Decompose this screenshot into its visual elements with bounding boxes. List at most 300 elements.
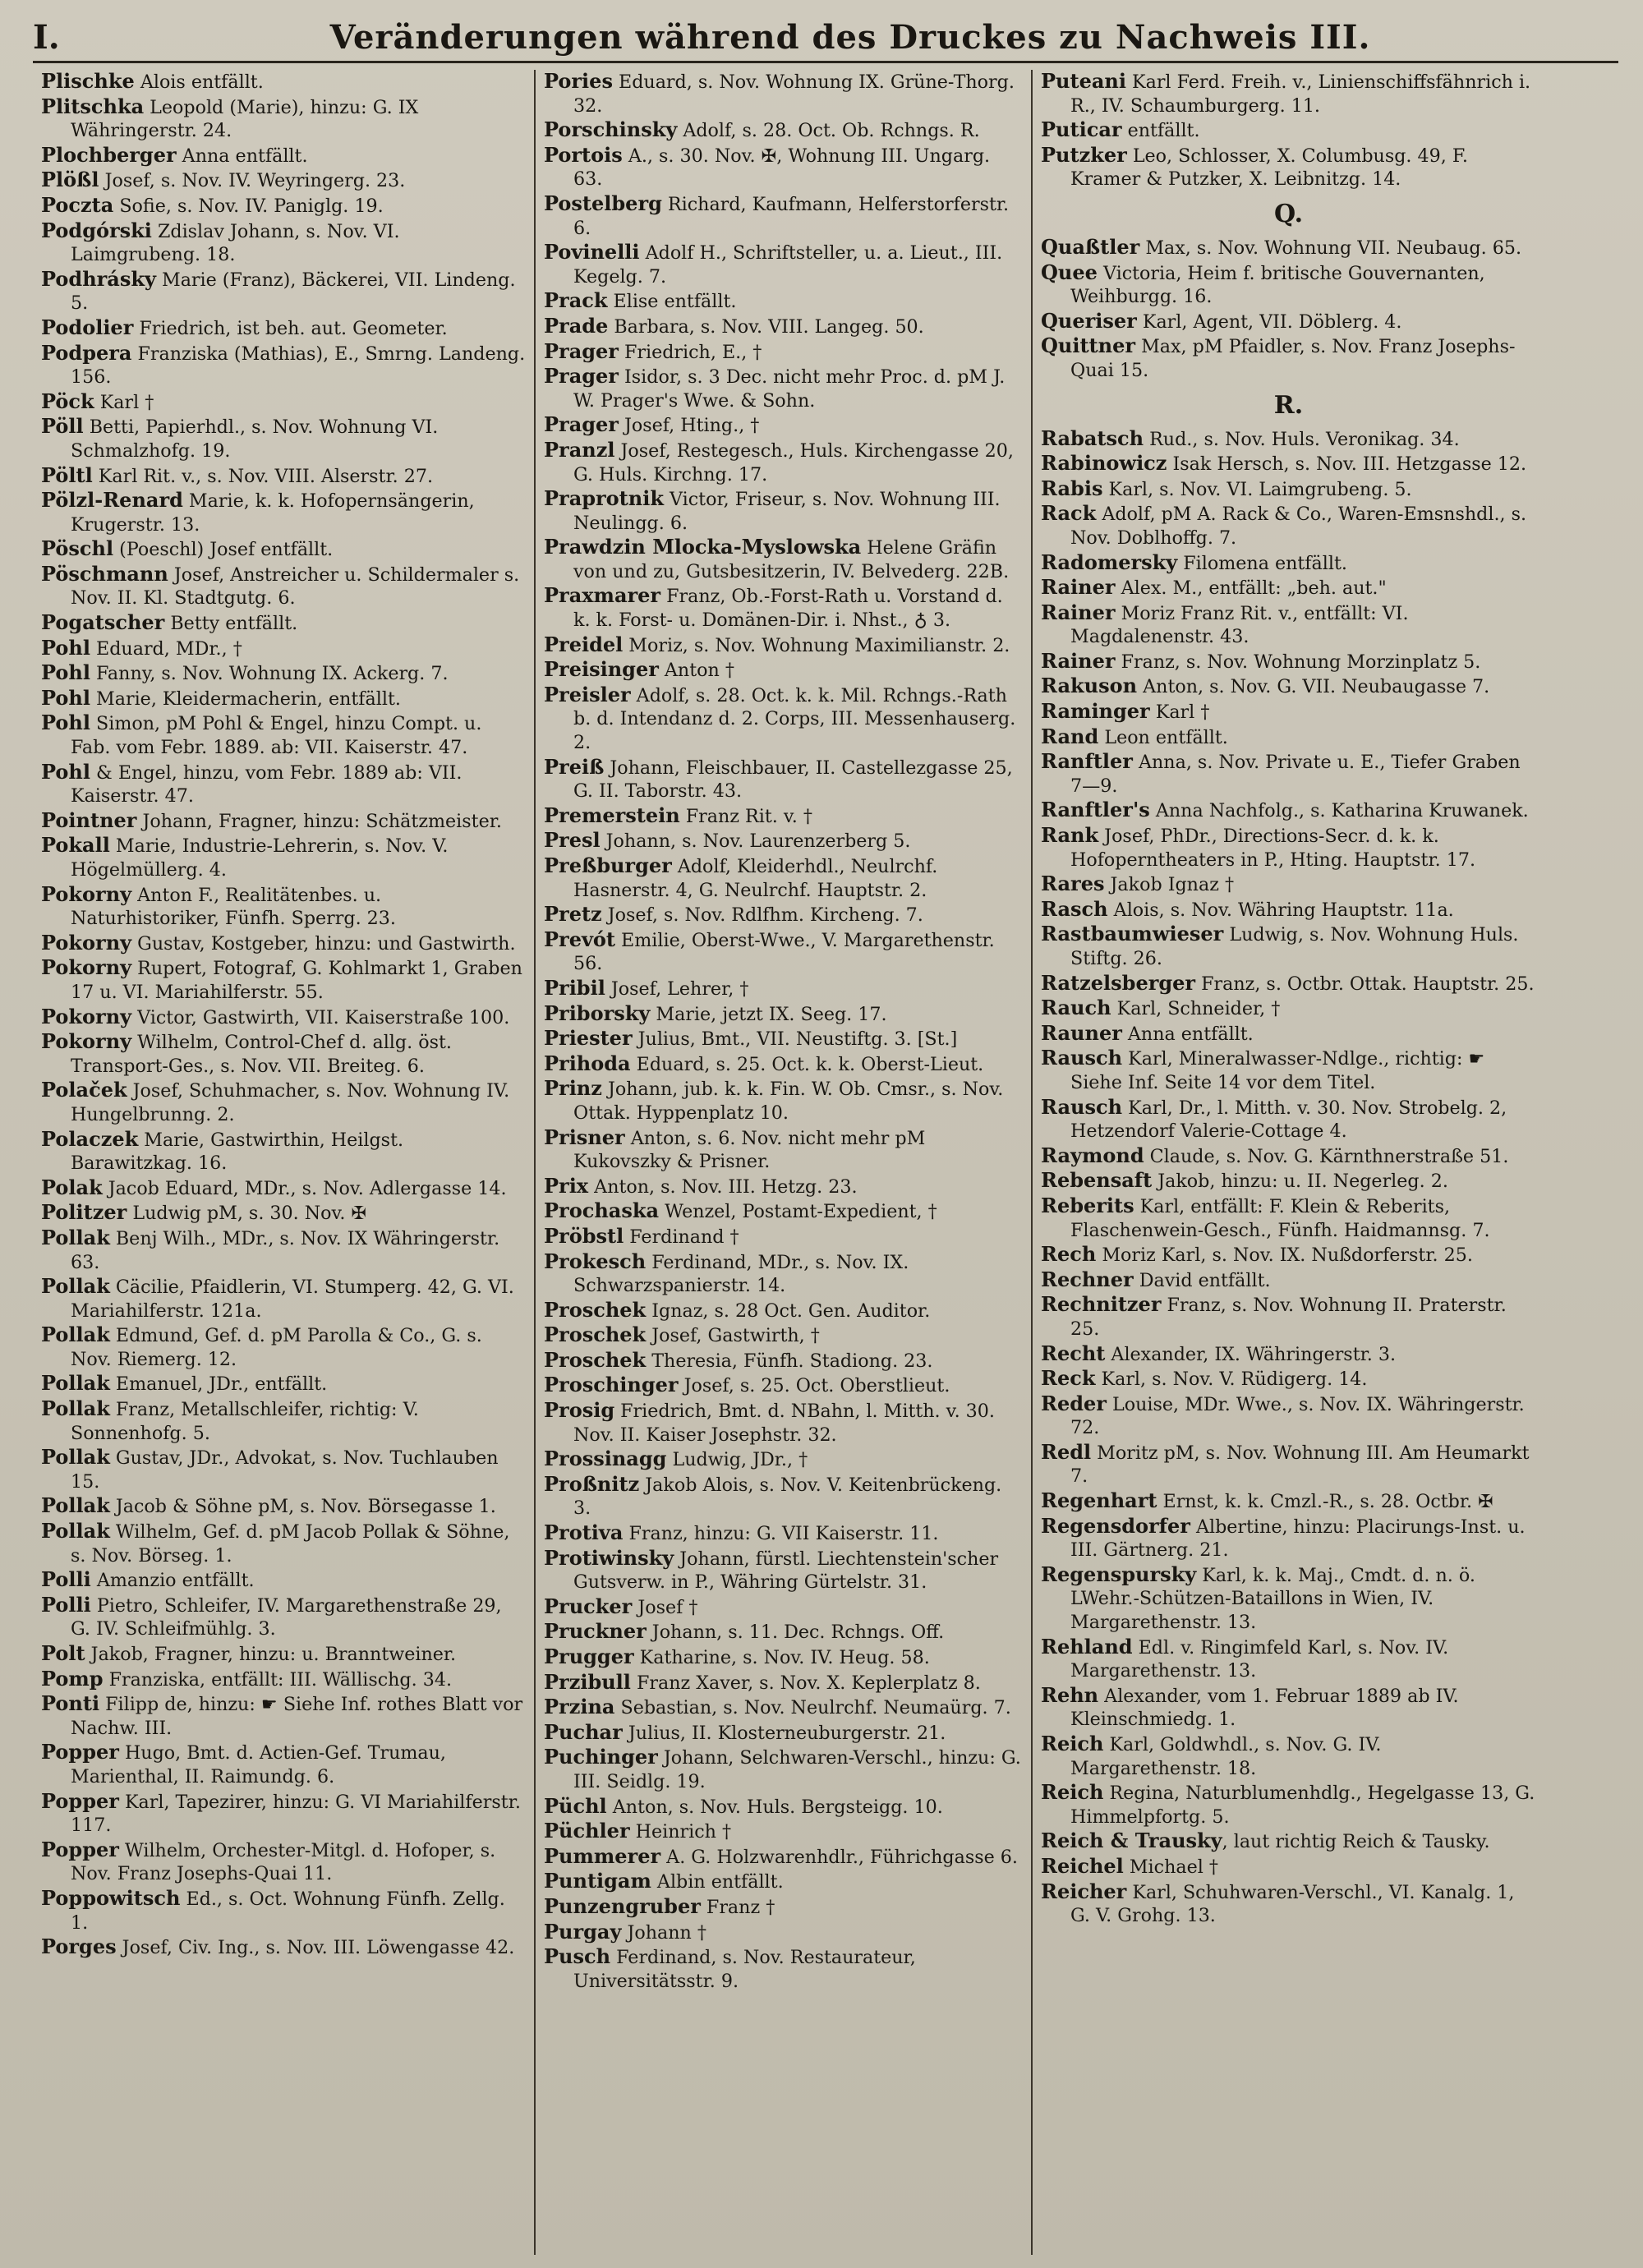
entry-text: Karl, Dr., l. Mitth. v. 30. Nov. Strobelg. 2, Hetzendorf Valerie-Cottage 4. <box>1070 1097 1507 1143</box>
entry-name: Pollak <box>41 1396 110 1421</box>
directory-entry <box>1041 1022 1536 1047</box>
directory-entry <box>1041 427 1536 452</box>
entry-name: Rakuson <box>1041 674 1138 698</box>
directory-entry <box>1041 1144 1536 1169</box>
entry-name: Pöschl <box>41 536 114 561</box>
entry-text: Karl, Agent, VII. Döblerg. 4. <box>1136 311 1402 333</box>
entry-name: Rechner <box>1041 1267 1134 1291</box>
entry-name: Rainer <box>1041 575 1116 600</box>
entry-text: Johann, fürstl. Liechtenstein'scher Gutsverw. in P., Währing Gürtelstr. 31. <box>573 1548 999 1594</box>
directory-entry <box>41 219 526 267</box>
directory-entry <box>544 1447 1023 1472</box>
directory-entry <box>544 683 1023 755</box>
entry-text: Karl, Goldwhdl., s. Nov. G. IV. Margarethenstr. 18. <box>1070 1734 1382 1779</box>
entry-text: Wilhelm, Control-Chef d. allg. öst. Transport-Ges., s. Nov. VII. Breiteg. 6. <box>71 1032 452 1077</box>
entry-name: Pohl <box>41 711 90 735</box>
directory-entry <box>544 1819 1023 1844</box>
entry-text: Friedrich, Bmt. d. NBahn, l. Mitth. v. 30. Nov. II. Kaiser Josephstr. 32. <box>573 1401 995 1446</box>
directory-entry <box>41 809 526 834</box>
directory-entry <box>41 1935 526 1960</box>
entry-text: Anton, s. Nov. III. Hetzg. 23. <box>588 1175 858 1198</box>
directory-entry <box>41 661 526 686</box>
entry-name: Polli <box>41 1592 91 1617</box>
entry-name: Poppowitsch <box>41 1885 181 1910</box>
entry-name: Pokorny <box>41 930 132 955</box>
entry-text: Karl, Tapezirer, hinzu: G. VI Mariahilferstr. 117. <box>71 1791 521 1837</box>
entry-text: Marie, Gastwirthin, Heilgst. Barawitzkag. 16. <box>71 1129 404 1175</box>
entry-name: Rabatsch <box>1041 426 1144 450</box>
directory-entry <box>41 1323 526 1371</box>
entry-text: Victor, Friseur, s. Nov. Wohnung III. Neulingg. 6. <box>573 489 1001 534</box>
entry-name: Rabis <box>1041 476 1103 500</box>
entry-text: Karl, Schuhwaren-Verschl., VI. Kanalg. 1, G. V. Grohg. 13. <box>1070 1881 1515 1927</box>
directory-entry <box>41 1446 526 1493</box>
entry-text: Karl, Schneider, † <box>1111 998 1281 1020</box>
directory-entry <box>544 1399 1023 1447</box>
entry-name: Reichel <box>1041 1853 1124 1878</box>
entry-text: Josef, Restegesch., Huls. Kirchengasse 20, G. Huls. Kirchng. 17. <box>573 439 1014 485</box>
entry-name: Pöll <box>41 414 84 439</box>
directory-entry <box>544 1373 1023 1398</box>
directory-entry <box>41 637 526 661</box>
directory-entry <box>1041 310 1536 334</box>
entry-name: Preßburger <box>544 853 672 877</box>
entry-text: Franz, Metallschleifer, richtig: V. Sonnenhofg. 5. <box>71 1399 419 1444</box>
entry-text: Anton † <box>658 660 734 682</box>
entry-text: Karl, entfällt: F. Klein & Reberits, Flaschenwein-Gesch., Fünfh. Haidmannsg. 7. <box>1070 1195 1490 1241</box>
directory-entry <box>544 1645 1023 1670</box>
directory-entry <box>544 340 1023 365</box>
entry-name: Rech <box>1041 1242 1097 1267</box>
entry-name: Proschek <box>544 1347 647 1372</box>
entry-name: Prossinagg <box>544 1447 667 1471</box>
directory-entry <box>544 241 1023 288</box>
entry-name: Regenspursky <box>1041 1562 1197 1586</box>
entry-name: Politzer <box>41 1200 127 1225</box>
entry-text: Ed., s. Oct. Wohnung Fünfh. Zellg. 1. <box>71 1888 505 1934</box>
entry-name: Pokorny <box>41 1029 132 1054</box>
directory-entry <box>544 854 1023 902</box>
entry-name: Regensdorfer <box>1041 1513 1190 1538</box>
entry-text: David entfällt. <box>1133 1269 1271 1291</box>
entry-text: Johann, s. Nov. Laurenzerberg 5. <box>600 830 911 853</box>
entry-text: Franz, s. Nov. Wohnung II. Praterstr. 25. <box>1070 1295 1507 1340</box>
directory-entry <box>41 1005 526 1030</box>
entry-text: Rupert, Fotograf, G. Kohlmarkt 1, Graben 17 u. VI. Mariahilferstr. 55. <box>71 958 522 1003</box>
section-letter: Q. <box>1273 199 1304 228</box>
entry-name: Popper <box>41 1837 119 1861</box>
entry-name: Purgay <box>544 1919 622 1944</box>
entry-text: Adolf, s. 28. Oct. Ob. Rchngs. R. <box>677 120 980 142</box>
directory-entry <box>1041 144 1536 191</box>
entry-name: Porschinsky <box>544 117 678 142</box>
entry-text: Heinrich † <box>629 1821 732 1843</box>
directory-entry <box>41 168 526 193</box>
directory-entry <box>544 584 1023 632</box>
directory-entry <box>1041 898 1536 922</box>
directory-entry <box>41 1838 526 1886</box>
column-middle <box>534 70 1031 2255</box>
entry-name: Praprotnik <box>544 486 664 511</box>
directory-entry <box>1041 1855 1536 1879</box>
entry-text: Anna entfällt. <box>176 145 308 167</box>
entry-name: Povinelli <box>544 240 640 265</box>
entry-name: Prinz <box>544 1076 602 1101</box>
directory-entry <box>544 1299 1023 1323</box>
directory-entry <box>544 1349 1023 1373</box>
entry-name: Rank <box>1041 823 1099 848</box>
directory-entry <box>1041 1732 1536 1780</box>
directory-entry <box>544 487 1023 535</box>
entry-text: Franz, Ob.-Forst-Rath u. Vorstand d. k. k. Forst- u. Domänen-Dir. i. Nhst., ♁ 3. <box>573 586 1003 632</box>
entry-text: Emanuel, JDr., entfällt. <box>109 1373 328 1396</box>
directory-entry <box>544 756 1023 803</box>
entry-text: Edl. v. Ringimfeld Karl, s. Nov. IV. Margarethenstr. 13. <box>1070 1636 1449 1682</box>
directory-entry <box>1041 750 1536 798</box>
directory-entry <box>544 1595 1023 1620</box>
directory-entry <box>41 834 526 881</box>
directory-entry <box>544 829 1023 853</box>
directory-entry <box>41 70 526 94</box>
entry-text: Johann, s. 11. Dec. Rchngs. Off. <box>646 1622 945 1644</box>
entry-text: Amanzio entfällt. <box>90 1570 255 1592</box>
entry-name: Reder <box>1041 1391 1107 1415</box>
directory-entry <box>544 1695 1023 1720</box>
directory-entry <box>544 1225 1023 1249</box>
directory-entry <box>544 928 1023 976</box>
entry-name: Pollak <box>41 1225 110 1249</box>
entry-name: Portois <box>544 142 623 167</box>
directory-entry <box>41 194 526 219</box>
directory-entry <box>1041 1563 1536 1635</box>
directory-entry <box>1041 477 1536 502</box>
directory-entry <box>41 415 526 462</box>
entry-name: Pollak <box>41 1371 110 1396</box>
entry-text: Jakob, Fragner, hinzu: u. Branntweiner. <box>85 1644 457 1665</box>
entry-name: Preiß <box>544 754 605 779</box>
entry-name: Popper <box>41 1740 119 1764</box>
entry-name: Püchler <box>544 1819 630 1843</box>
entry-text: Eduard, MDr., † <box>90 637 242 660</box>
entry-text: Franz Rit. v. † <box>679 805 812 827</box>
directory-entry <box>1041 1635 1536 1683</box>
directory-entry <box>544 1175 1023 1199</box>
directory-entry <box>41 1594 526 1641</box>
directory-entry <box>1041 1781 1536 1829</box>
entry-text: Josef, s. Nov. Rdlfhm. Kircheng. 7. <box>601 904 923 927</box>
entry-text: Filipp de, hinzu: ☛ Siehe Inf. rothes Blatt vor Nachw. III. <box>71 1694 523 1739</box>
directory-entry <box>544 1126 1023 1174</box>
directory-entry <box>1041 700 1536 725</box>
entry-text: Victor, Gastwirth, VII. Kaiserstraße 100. <box>131 1006 510 1028</box>
entry-name: Pummerer <box>544 1843 661 1868</box>
entry-text: Franziska, entfällt: III. Wällischg. 34. <box>103 1668 453 1691</box>
entry-name: Plochberger <box>41 142 177 167</box>
entry-name: Rand <box>1041 724 1099 748</box>
entry-name: Pölzl-Renard <box>41 488 183 513</box>
directory-entry <box>544 1921 1023 1945</box>
entry-text: Franz, s. Octbr. Ottak. Hauptstr. 25. <box>1195 973 1535 995</box>
directory-entry <box>1041 972 1536 996</box>
entry-name: Prawdzin Mlocka-Myslowska <box>544 535 862 559</box>
entry-text: Moriz Franz Rit. v., entfällt: VI. Magdalenenstr. 43. <box>1070 602 1409 648</box>
entry-text: Franz Xaver, s. Nov. X. Keplerplatz 8. <box>630 1672 981 1694</box>
entry-name: Rechnitzer <box>1041 1292 1162 1317</box>
entry-text: Eduard, s. Nov. Wohnung IX. Grüne-Thorg. 32. <box>573 71 1015 117</box>
entry-name: Prugger <box>544 1645 634 1668</box>
directory-entry <box>41 268 526 315</box>
directory-entry <box>41 1275 526 1323</box>
directory-entry <box>1041 576 1536 600</box>
entry-text: Marie, Kleidermacherin, entfällt. <box>90 688 401 710</box>
directory-entry <box>544 1002 1023 1027</box>
entry-name: Rasch <box>1041 896 1108 921</box>
entry-name: Pöschmann <box>41 561 168 586</box>
entry-name: Pokall <box>41 833 110 858</box>
directory-entry <box>1041 1684 1536 1732</box>
entry-name: Redl <box>1041 1439 1092 1464</box>
directory-entry <box>544 1721 1023 1746</box>
entry-name: Pöck <box>41 389 94 413</box>
directory-entry <box>544 118 1023 143</box>
entry-name: Plößl <box>41 168 99 192</box>
column-left <box>33 70 534 2255</box>
directory-entry <box>41 1201 526 1226</box>
entry-name: Prosig <box>544 1398 615 1423</box>
entry-name: Putzker <box>1041 142 1127 167</box>
directory-entry <box>544 1250 1023 1298</box>
entry-name: Prevót <box>544 927 615 951</box>
entry-text: Anton F., Realitätenbes. u. Naturhistoriker, Fünfh. Sperrg. 23. <box>71 884 396 930</box>
directory-entry <box>544 1795 1023 1819</box>
entry-text: Karl, k. k. Maj., Cmdt. d. n. ö. LWehr.-Schützen-Bataillons in Wien, IV. Margarethenstr. 13. <box>1070 1564 1475 1634</box>
entry-text: Ludwig pM, s. 30. Nov. ✠ <box>127 1203 367 1225</box>
entry-text: Wenzel, Postamt-Expedient, † <box>659 1201 937 1223</box>
entry-text: Karl † <box>1149 702 1210 724</box>
entry-name: Ponti <box>41 1691 100 1716</box>
entry-text: Franz, s. Nov. Wohnung Morzinplatz 5. <box>1115 651 1481 673</box>
entry-text: Ludwig, JDr., † <box>666 1449 808 1471</box>
entry-name: Polak <box>41 1175 103 1199</box>
directory-entry <box>1041 1489 1536 1514</box>
entry-name: Protiwinsky <box>544 1545 674 1570</box>
entry-text: Josef † <box>632 1596 698 1618</box>
entry-name: Puchar <box>544 1719 623 1744</box>
entry-name: Quee <box>1041 260 1098 284</box>
entry-name: Regenhart <box>1041 1488 1157 1513</box>
entry-text: Leopold (Marie), hinzu: G. IX Währingerstr. 24. <box>71 96 419 142</box>
entry-name: Popper <box>41 1788 119 1813</box>
directory-entry <box>544 1845 1023 1870</box>
directory-entry <box>41 711 526 759</box>
directory-entry <box>1041 872 1536 897</box>
directory-entry <box>544 658 1023 683</box>
entry-name: Raminger <box>1041 699 1150 724</box>
entry-name: Prager <box>544 364 619 389</box>
entry-text: Marie, Industrie-Lehrerin, s. Nov. V. Högelmüllerg. 4. <box>71 835 449 881</box>
directory-entry <box>41 1226 526 1274</box>
directory-entry <box>41 464 526 489</box>
column-right <box>1031 70 1544 2255</box>
entry-name: Porges <box>41 1934 117 1959</box>
directory-entry <box>544 1746 1023 1793</box>
entry-text: Ferdinand, MDr., s. Nov. IX. Schwarzspanierstr. 14. <box>573 1251 909 1297</box>
entry-name: Przina <box>544 1695 615 1719</box>
entry-name: Reich & Trausky <box>1041 1829 1222 1853</box>
entry-name: Rebensaft <box>1041 1168 1153 1193</box>
directory-entry <box>544 365 1023 412</box>
directory-entry <box>41 1176 526 1201</box>
entry-name: Pollak <box>41 1274 110 1299</box>
directory-entry <box>41 489 526 536</box>
directory-entry <box>41 1790 526 1838</box>
entry-text: Alois, s. Nov. Währing Hauptstr. 11a. <box>1107 899 1454 921</box>
directory-entry <box>544 70 1023 117</box>
entry-text: Sebastian, s. Nov. Neulrchf. Neumaürg. 7. <box>614 1697 1011 1719</box>
entry-text: Fanny, s. Nov. Wohnung IX. Ackerg. 7. <box>90 663 449 685</box>
directory-entry <box>544 1027 1023 1051</box>
directory-entry <box>1041 674 1536 699</box>
entry-text: Franz † <box>700 1896 775 1918</box>
directory-entry <box>544 1323 1023 1348</box>
entry-text: Emilie, Oberst-Wwe., V. Margarethenstr. 56. <box>573 929 995 975</box>
entry-name: Rainer <box>1041 648 1116 673</box>
entry-name: Premerstein <box>544 803 680 827</box>
entry-text: Josef, s. Nov. IV. Weyringerg. 23. <box>99 170 406 192</box>
entry-name: Preisler <box>544 682 631 706</box>
entry-name: Prager <box>544 338 619 363</box>
entry-name: Pories <box>544 70 613 93</box>
entry-text: Max, s. Nov. Wohnung VII. Neubaug. 65. <box>1139 237 1522 259</box>
directory-entry <box>1041 1515 1536 1562</box>
directory-entry <box>1041 725 1536 750</box>
entry-name: Proschinger <box>544 1373 679 1397</box>
entry-name: Pohl <box>41 685 90 710</box>
entry-text: Isidor, s. 3 Dec. nicht mehr Proc. d. pM J. W. Prager's Wwe. & Sohn. <box>573 366 1006 412</box>
entry-text: & Engel, hinzu, vom Febr. 1889 ab: VII. Kaiserstr. 47. <box>71 761 463 807</box>
directory-entry <box>1041 551 1536 576</box>
entry-name: Pohl <box>41 635 90 660</box>
entry-text: Josef, Civ. Ing., s. Nov. III. Löwengasse 42. <box>116 1937 515 1959</box>
entry-text: , laut richtig Reich & Tausky. <box>1222 1831 1490 1853</box>
entry-text: Josef, Anstreicher u. Schildermaler s. Nov. II. Kl. Stadtgutg. 6. <box>71 564 520 610</box>
entry-text: Elise entfällt. <box>607 291 737 313</box>
entry-name: Pranzl <box>544 437 615 462</box>
entry-name: Prokesch <box>544 1249 647 1273</box>
entry-text: Jacob & Söhne pM, s. Nov. Börsegasse 1. <box>109 1496 496 1518</box>
entry-name: Pretz <box>544 902 602 927</box>
entry-name: Ranftler's <box>1041 798 1150 822</box>
directory-entry <box>544 1199 1023 1224</box>
directory-entry <box>41 1568 526 1593</box>
entry-name: Reich <box>1041 1732 1104 1755</box>
entry-name: Puteani <box>1041 70 1126 93</box>
entry-text: Rud., s. Nov. Huls. Veronikag. 34. <box>1144 428 1460 450</box>
entry-text: Karl Rit. v., s. Nov. VIII. Alserstr. 27. <box>92 465 434 487</box>
entry-name: Ranftler <box>1041 749 1133 774</box>
entry-name: Polaczek <box>41 1126 139 1151</box>
entry-text: Richard, Kaufmann, Helferstorferstr. 6. <box>573 193 1010 239</box>
entry-text: A. G. Holzwarenhdlr., Führichgasse 6. <box>660 1846 1018 1868</box>
directory-entry <box>544 315 1023 339</box>
entry-text: Karl Ferd. Freih. v., Linienschiffsfähnrich i. R., IV. Schaumburgerg. 11. <box>1070 71 1531 117</box>
entry-name: Rauch <box>1041 996 1111 1020</box>
entry-name: Pokorny <box>41 1004 132 1028</box>
directory-entry <box>544 1671 1023 1695</box>
entry-text: Karl, s. Nov. VI. Laimgrubeng. 5. <box>1102 478 1412 500</box>
entry-name: Rares <box>1041 872 1105 896</box>
entry-name: Pollak <box>41 1323 110 1347</box>
entry-text: Alex. M., entfällt: „beh. aut." <box>1115 577 1387 600</box>
entry-text: Julius, Bmt., VII. Neustiftg. 3. [St.] <box>632 1028 958 1051</box>
entry-text: Marie, k. k. Hofopernsängerin, Krugerstr. 13. <box>71 490 475 536</box>
entry-name: Radomersky <box>1041 550 1178 574</box>
entry-name: Pohl <box>41 759 90 784</box>
entry-text: Louise, MDr. Wwe., s. Nov. IX. Währingerstr. 72. <box>1070 1393 1525 1439</box>
entry-text: Claude, s. Nov. G. Kärnthnerstraße 51. <box>1144 1145 1509 1167</box>
directory-entry <box>1041 650 1536 674</box>
entry-name: Prager <box>544 412 619 437</box>
entry-name: Presl <box>544 828 601 853</box>
entry-name: Pomp <box>41 1666 104 1691</box>
entry-text: Adolf, s. 28. Oct. k. k. Mil. Rchngs.-Rath b. d. Intendanz d. 2. Corps, III. Messenhauserg. 2. <box>573 684 1016 754</box>
entry-text: Wilhelm, Gef. d. pM Jacob Pollak & Söhne, s. Nov. Börseg. 1. <box>71 1521 510 1566</box>
directory-entry <box>1041 996 1536 1021</box>
directory-entry <box>544 977 1023 1001</box>
directory-entry <box>41 1887 526 1934</box>
directory-entry <box>544 536 1023 583</box>
entry-text: Jakob Ignaz † <box>1104 874 1235 896</box>
entry-name: Prack <box>544 288 608 313</box>
entry-text: Ferdinand † <box>624 1226 739 1248</box>
entry-text: Edmund, Gef. d. pM Parolla & Co., G. s. Nov. Riemerg. 12. <box>71 1325 482 1370</box>
entry-text: Simon, pM Pohl & Engel, hinzu Compt. u. Fab. vom Febr. 1889. ab: VII. Kaiserstr. 47. <box>71 713 482 759</box>
entry-text: Johann † <box>621 1921 706 1944</box>
entry-name: Pollak <box>41 1519 110 1543</box>
entry-name: Quaßtler <box>1041 234 1140 259</box>
entry-text: Ludwig, s. Nov. Wohnung Huls. Stiftg. 26. <box>1070 924 1519 969</box>
entry-name: Pusch <box>544 1944 611 1969</box>
directory-entry <box>544 1077 1023 1125</box>
entry-text: Alexander, IX. Währingerstr. 3. <box>1105 1343 1397 1365</box>
entry-text: Johann, Fleischbauer, II. Castellezgasse 25, G. II. Taborstr. 43. <box>573 757 1013 803</box>
entry-name: Puchinger <box>544 1745 658 1769</box>
entry-text: Regina, Naturblumenhdlg., Hegelgasse 13, G. Himmelpfortg. 5. <box>1070 1783 1535 1828</box>
entry-text: Gustav, JDr., Advokat, s. Nov. Tuchlauben 15. <box>71 1447 499 1493</box>
entry-name: Prix <box>544 1173 589 1198</box>
entry-text: Leon entfällt. <box>1098 726 1228 748</box>
entry-name: Polaček <box>41 1078 127 1102</box>
directory-entry <box>1041 1243 1536 1267</box>
entry-name: Pribil <box>544 975 605 1000</box>
entry-text: Leo, Schlosser, X. Columbusg. 49, F. Kramer & Putzker, X. Leibnitzg. 14. <box>1070 145 1468 191</box>
entry-text: Max, pM Pfaidler, s. Nov. Franz Josephs-Quai 15. <box>1070 336 1516 381</box>
entry-name: Rastbaumwieser <box>1041 922 1224 946</box>
entry-text: Betty entfällt. <box>164 613 298 635</box>
entry-name: Plischke <box>41 70 135 93</box>
entry-text: Isak Hersch, s. Nov. III. Hetzgasse 12. <box>1167 453 1527 476</box>
entry-text: Johann, jub. k. k. Fin. W. Ob. Cmsr., s. Nov. Ottak. Hyppenplatz 10. <box>573 1079 1004 1124</box>
entry-text: Wilhelm, Orchester-Mitgl. d. Hofoper, s. Nov. Franz Josephs-Quai 11. <box>71 1839 496 1885</box>
entry-text: Franziska (Mathias), E., Smrng. Landeng. 156. <box>71 343 526 389</box>
entry-name: Reck <box>1041 1366 1096 1391</box>
entry-text: Gustav, Kostgeber, hinzu: und Gastwirth. <box>131 932 516 955</box>
entry-name: Quittner <box>1041 334 1136 358</box>
section-letter: R. <box>1273 390 1304 420</box>
entry-name: Pokorny <box>41 881 132 906</box>
entry-text: Josef, s. 25. Oct. Oberstlieut. <box>678 1375 950 1397</box>
directory-entry <box>544 1547 1023 1594</box>
